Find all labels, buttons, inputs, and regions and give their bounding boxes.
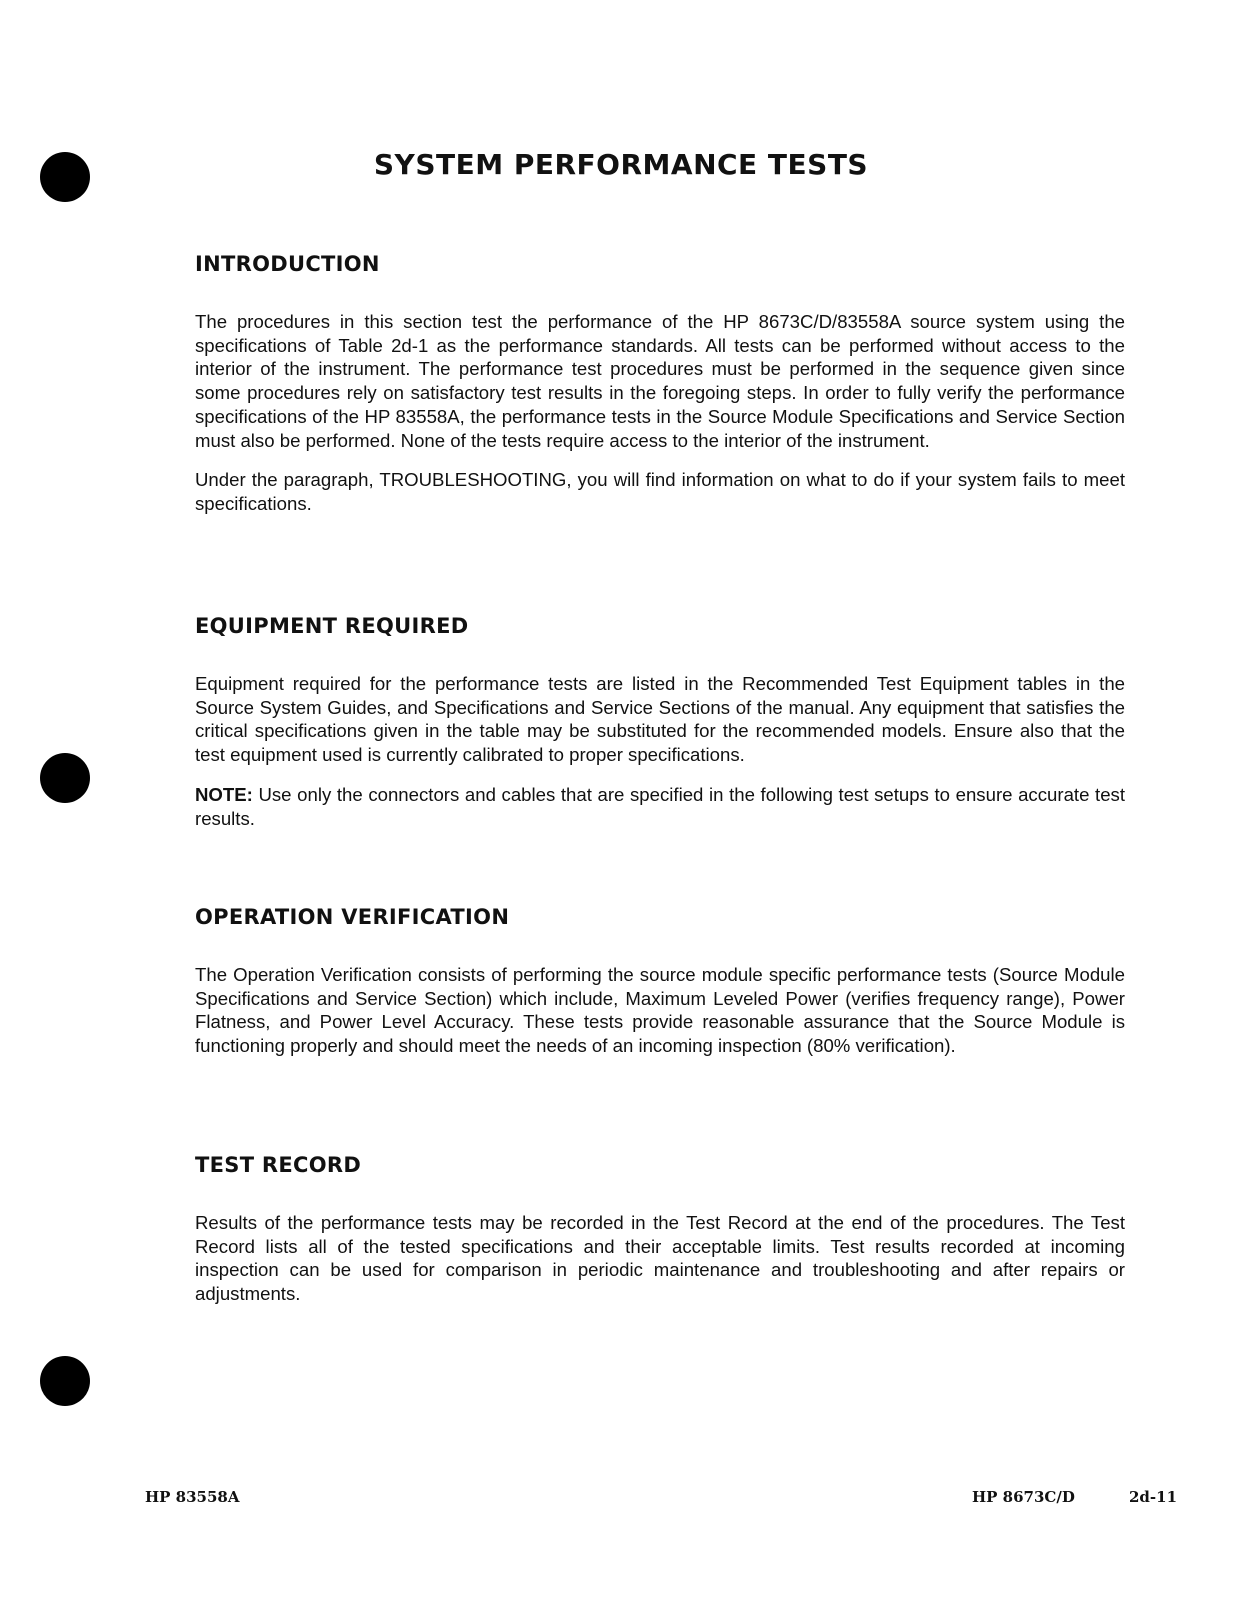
paragraph: The procedures in this section test the performance of the HP 8673C/D/83558A source system using the specifications of Table 2d-1 as the performance standards. All tests can be performed without access to the interior of the instrument. The performance test procedures must be performed in the sequence given since some procedures rely on satisfactory test results in the foregoing steps. In order to fully verify the performance specifications of the HP 83558A, the performance tests in the Source Module Specifications and Service Section must also be performed. None of the tests require access to the interior of the instrument. xyxy=(195,311,1125,451)
binder-hole xyxy=(40,753,90,803)
section-operation-verification xyxy=(195,905,1125,1074)
page-title: SYSTEM PERFORMANCE TESTS xyxy=(373,148,869,181)
section-heading: INTRODUCTION xyxy=(195,252,380,276)
section-heading: EQUIPMENT REQUIRED xyxy=(195,614,469,638)
footer-model: HP 8673C/D xyxy=(972,1488,1075,1506)
section-equipment-required xyxy=(195,614,1125,846)
section-test-record xyxy=(195,1153,1125,1322)
paragraph: The Operation Verification consists of performing the source module specific performance tests (Source Module Specifications and Service Section) which include, Maximum Leveled Power (verifies frequency range), Power Flatness, and Power Level Accuracy. These tests provide reasonable assurance that the Source Module is functioning properly and should meet the needs of an incoming inspection (80% verification). xyxy=(195,964,1125,1057)
page-number: 2d-11 xyxy=(1129,1488,1178,1506)
paragraph: Equipment required for the performance tests are listed in the Recommended Test Equipment tables in the Source System Guides, and Specifications and Service Sections of the manual. Any equipment that satisfies the critical specifications given in the table may be substituted for the recommended models. Ensure also that the test equipment used is currently calibrated to proper specifications. xyxy=(195,673,1125,766)
section-heading: OPERATION VERIFICATION xyxy=(195,905,510,929)
paragraph: Results of the performance tests may be recorded in the Test Record at the end of the procedures. The Test Record lists all of the tested specifications and their acceptable limits. Test results recorded at incoming inspection can be used for comparison in periodic maintenance and troubleshooting and after repairs or adjustments. xyxy=(195,1212,1125,1305)
note-paragraph xyxy=(195,783,1125,830)
note-label: NOTE: xyxy=(195,783,253,805)
section-introduction xyxy=(195,252,1125,532)
note-text: Use only the connectors and cables that are specified in the following test setups to ensure accurate test results. xyxy=(195,783,1125,829)
footer-left-model: HP 83558A xyxy=(145,1488,240,1506)
binder-hole xyxy=(40,1356,90,1406)
section-heading: TEST RECORD xyxy=(195,1153,362,1177)
paragraph: Under the paragraph, TROUBLESHOOTING, you will find information on what to do if your system fails to meet specifications. xyxy=(195,469,1125,514)
